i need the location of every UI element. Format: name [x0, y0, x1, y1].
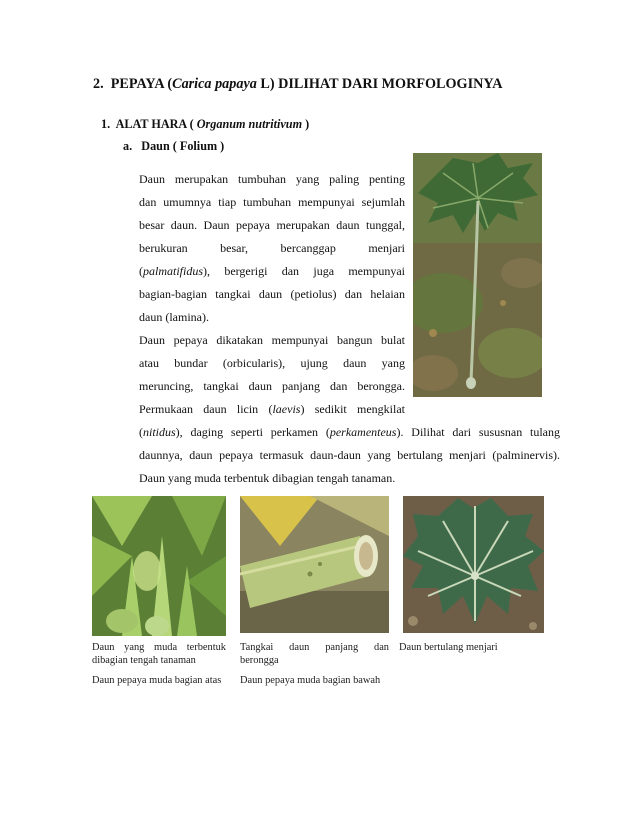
latin-term: perkamenteus [329, 425, 397, 439]
body-line: atau bundar (orbicularis), ujung daun yang [139, 356, 405, 370]
heading-text-post: L) DILIHAT DARI MORFOLOGINYA [256, 76, 503, 92]
latin-term: palmatifidus [143, 264, 204, 278]
body-line: Daun yang muda terbentuk dibagian tengah tanaman. [139, 471, 396, 485]
body-line: berukuran besar, bercanggap menjari [139, 241, 405, 255]
caption-bottom-view: Daun pepaya muda bagian bawah [240, 675, 381, 686]
body-line: daun (lamina). [139, 310, 209, 324]
section-heading [101, 117, 309, 132]
subsection-letter: a. [123, 139, 133, 153]
body-line: daunnya, daun pepaya termasuk daun-daun yang bertulang menjari (palminervis). [139, 448, 560, 462]
section-latin: Organum nutritivum [196, 117, 303, 131]
heading-text-pre: PEPAYA ( [110, 76, 173, 92]
young-leaves-top-image [92, 496, 226, 636]
text-span: ). Dilihat dari sususnan tulang [396, 425, 560, 439]
text-span: ), bergerigi dan juga mempunyai [203, 264, 405, 278]
body-line: bagian-bagian tangkai daun (petiolus) dan helaian [139, 287, 405, 301]
heading-species: Carica papaya [172, 76, 257, 92]
papaya-leaf-whole-image [413, 153, 542, 397]
photo-young-leaves-top [92, 496, 226, 636]
photo-palminervis-leaf [403, 496, 544, 633]
subsection-title: Daun ( Folium ) [141, 139, 225, 153]
body-line: Daun pepaya dikatakan mempunyai bangun bulat [139, 333, 405, 347]
caption-line: Tangkai daun panjang dan [240, 642, 389, 653]
body-line: meruncing, tangkai daun panjang dan berongga. [139, 379, 405, 393]
palminervis-leaf-image [403, 496, 544, 633]
hollow-petiole-image [240, 496, 389, 633]
caption-line: Daun yang muda terbentuk [92, 642, 226, 653]
section-text-post: ) [302, 117, 310, 131]
text-span: ), daging seperti perkamen ( [175, 425, 330, 439]
body-line [139, 264, 405, 278]
body-line [139, 402, 405, 416]
subsection-heading [123, 139, 224, 154]
text-span: ( [139, 264, 143, 278]
text-span: ( [139, 425, 143, 439]
text-span: ) sedikit mengkilat [300, 402, 406, 416]
caption-young-leaves [92, 642, 226, 667]
body-line: dan umumnya tiap tumbuhan mempunyai sejumlah [139, 195, 405, 209]
body-line: Daun merupakan tumbuhan yang paling penting [139, 172, 405, 186]
caption-line: berongga [240, 654, 279, 666]
section-number: 1. [101, 117, 111, 131]
latin-term: nitidus [143, 425, 176, 439]
text-span: Permukaan daun licin ( [139, 402, 273, 416]
photo-papaya-leaf-whole [413, 153, 542, 397]
body-line: besar daun. Daun pepaya merupakan daun tunggal, [139, 218, 405, 232]
photo-hollow-petiole [240, 496, 389, 633]
main-heading [93, 76, 503, 93]
section-text-pre: ALAT HARA ( [115, 117, 197, 131]
caption-palminervis: Daun bertulang menjari [399, 642, 498, 653]
body-line [139, 425, 560, 439]
latin-term: laevis [272, 402, 301, 416]
caption-petiole [240, 642, 389, 667]
caption-line: dibagian tengah tanaman [92, 654, 196, 666]
caption-top-view: Daun pepaya muda bagian atas [92, 675, 222, 686]
heading-number: 2. [93, 76, 104, 92]
